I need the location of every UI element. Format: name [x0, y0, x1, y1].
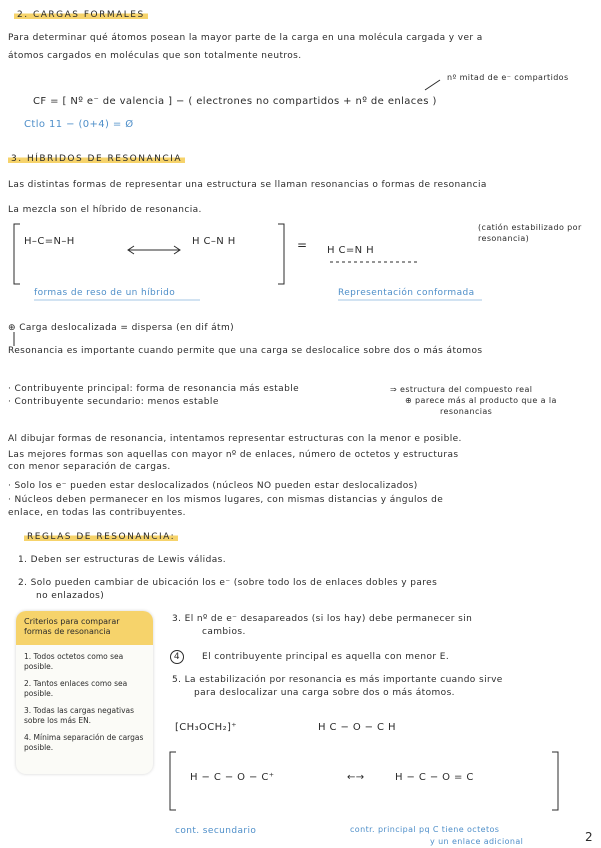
- main-contributor-note-2: ⊕ parece más al producto que a la: [405, 396, 557, 405]
- rule-3-line-2: cambios.: [202, 627, 246, 637]
- rule-5-line-1: 5. La estabilización por resonancia es más importante cuando sirve: [172, 675, 503, 685]
- s2-intro-line-2: átomos cargados en moléculas que son totalmente neutros.: [8, 51, 302, 61]
- caption-hybrid: Representación conformada: [338, 288, 475, 298]
- resonance-form-left: H − C − O − C⁺: [190, 772, 275, 783]
- hybrid-structure: H C=N H: [327, 245, 375, 256]
- ion-left-bracket-icon: [170, 752, 176, 810]
- page-number: 2: [585, 830, 593, 844]
- rule-1: 1. Deben ser estructuras de Lewis válidas.: [18, 555, 226, 565]
- rule-2-line-1: 2. Solo pueden cambiar de ubicación los e⁻ (sobre todo los de enlaces dobles y pares: [18, 578, 438, 588]
- criteria-note-title: Criterios para comparar formas de resonancia: [16, 611, 153, 645]
- main-contributor-note-1: ⇒ estructura del compuesto real: [390, 385, 533, 394]
- main-contributor-note-3: resonancias: [440, 407, 493, 416]
- resonance-structure-a: H–C=N–H: [24, 236, 75, 247]
- main-contributor: · Contribuyente principal: forma de resonancia más estable: [8, 384, 300, 394]
- caption-secondary: cont. secundario: [175, 826, 257, 836]
- resonance-double-arrow: ←→: [347, 772, 365, 783]
- drawing-rule-2: Las mejores formas son aquellas con mayor nº de enlaces, número de octetos y estructuras: [8, 450, 459, 460]
- delocalized-charge: ⊕ Carga deslocalizada = dispersa (en dif átm): [8, 323, 235, 333]
- stabilized-cation-note: (catión estabilizado por resonancia): [478, 223, 582, 243]
- section-2-heading: 2. CARGAS FORMALES: [14, 10, 148, 20]
- right-bracket-icon: [278, 224, 284, 284]
- s3-line-2: La mezcla son el híbrido de resonancia.: [8, 205, 202, 215]
- caption-main-1: contr. principal pq C tiene octetos: [350, 825, 500, 834]
- criteria-item-2: 2. Tantos enlaces como sea posible.: [24, 679, 128, 698]
- formula-annotation: nº mitad de e⁻ compartidos: [447, 73, 569, 82]
- rule-5-line-2: para deslocalizar una carga sobre dos o más átomos.: [194, 688, 455, 698]
- nuclei-fixed-note-1: · Núcleos deben permanecer en los mismos lugares, con mismas distancias y ángulos de: [8, 495, 444, 505]
- caption-resonance-forms: formas de reso de un híbrido: [34, 288, 176, 298]
- s2-intro-line-1: Para determinar qué átomos posean la mayor parte de la carga en una molécula cargada y ver a: [8, 33, 483, 43]
- equals-sign: =: [297, 238, 308, 252]
- rule-2-line-2: no enlazados): [36, 591, 105, 601]
- criteria-item-1: 1. Todos octetos como sea posible.: [24, 652, 124, 671]
- s3-line-1: Las distintas formas de representar una estructura se llaman resonancias o formas de resonancia: [8, 180, 487, 190]
- resonance-form-right: H − C − O = C: [395, 772, 474, 783]
- rules-heading: REGLAS DE RESONANCIA:: [24, 532, 178, 542]
- rule-4: El contribuyente principal es aquella con menor E.: [202, 652, 450, 662]
- ion-structure: H C − O − C H: [318, 722, 396, 733]
- ion-formula: [CH₃OCH₂]⁺: [175, 722, 237, 733]
- formal-charge-formula: CF = [ Nº e⁻ de valencia ] − ( electrones no compartidos + nº de enlaces ): [33, 96, 437, 107]
- drawing-rule-1: Al dibujar formas de resonancia, intentamos representar estructuras con la menor e posible.: [8, 434, 462, 444]
- secondary-contributor: · Contribuyente secundario: menos estable: [8, 397, 219, 407]
- drawing-rule-3: con menor separación de cargas.: [8, 462, 171, 472]
- left-bracket-icon: [14, 224, 20, 284]
- caption-main-2: y un enlace adicional: [430, 837, 524, 846]
- resonance-importance: Resonancia es importante cuando permite que una carga se deslocalice sobre dos o más átomos: [8, 346, 483, 356]
- annotation-arrow-icon: [425, 80, 440, 90]
- electrons-delocalized-note: · Solo los e⁻ pueden estar deslocalizados (núcleos NO pueden estar deslocalizados): [8, 481, 418, 491]
- resonance-structure-b: H C–N H: [192, 236, 236, 247]
- criteria-item-4: 4. Mínima separación de cargas posible.: [24, 733, 144, 752]
- criteria-item-3: 3. Todas las cargas negativas sobre los más EN.: [24, 706, 135, 725]
- nuclei-fixed-note-2: enlace, en todas las contribuyentes.: [8, 508, 186, 518]
- rule-4-circled-number: 4: [170, 650, 184, 664]
- ion-right-bracket-icon: [552, 752, 558, 810]
- rule-3-line-1: 3. El nº de e⁻ desapareados (si los hay) debe permanecer sin: [172, 614, 473, 624]
- section-3-heading: 3. HÍBRIDOS DE RESONANCIA: [8, 154, 185, 164]
- formal-charge-example: Ctlo 11 − (0+4) = Ø: [24, 119, 134, 130]
- double-arrow-icon: [128, 246, 180, 254]
